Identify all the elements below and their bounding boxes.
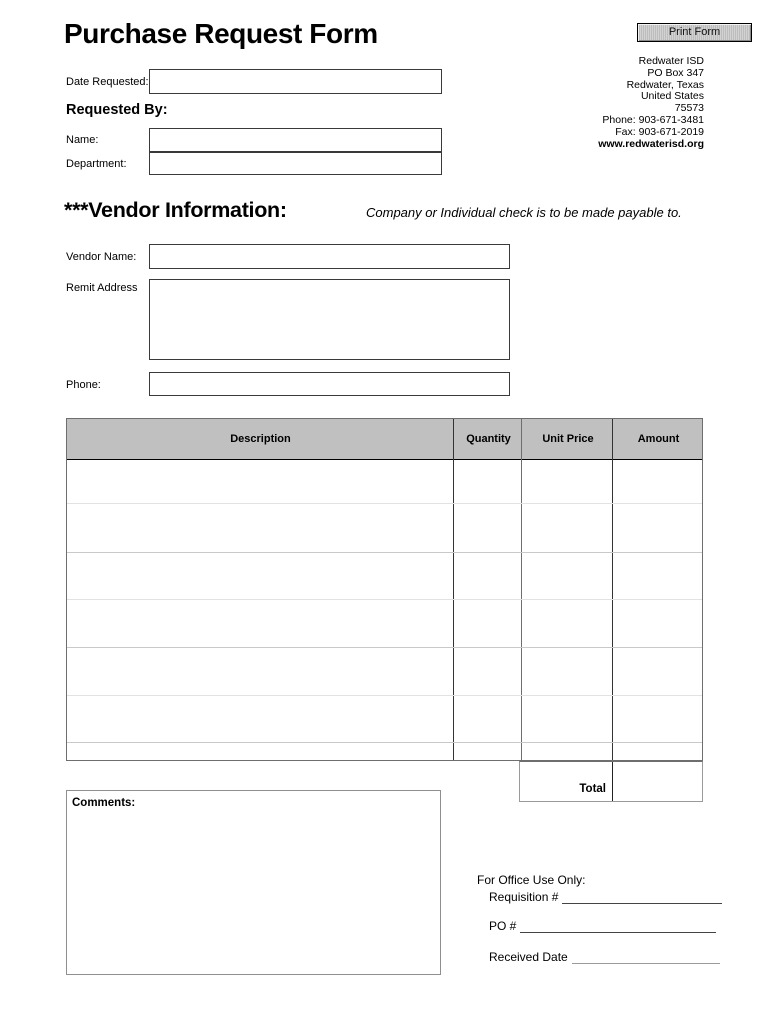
org-country: United States: [640, 90, 704, 103]
table-row: [68, 461, 452, 503]
cell-description[interactable]: [68, 600, 452, 646]
vendor-phone-label: Phone:: [66, 379, 101, 391]
cell-unit-price[interactable]: [523, 461, 611, 503]
cell-amount[interactable]: [614, 461, 702, 503]
org-po-box: PO Box 347: [647, 66, 704, 79]
vendor-information-heading: ***Vendor Information:: [64, 198, 287, 222]
cell-unit-price[interactable]: [523, 553, 611, 598]
date-requested-label: Date Requested:: [66, 76, 149, 88]
cell-description[interactable]: [68, 743, 452, 784]
column-header-description: Description: [230, 433, 291, 445]
org-phone: Phone: 903-671-3481: [602, 113, 704, 126]
po-number-line: [489, 919, 716, 933]
comments-value[interactable]: [72, 815, 435, 970]
column-divider-quantity: [521, 419, 522, 760]
cell-description[interactable]: [68, 648, 452, 694]
po-number-input[interactable]: [520, 921, 716, 933]
office-use-title: For Office Use Only:: [477, 873, 586, 887]
cell-quantity[interactable]: [455, 600, 520, 646]
print-form-button[interactable]: Print Form: [637, 23, 752, 42]
name-input[interactable]: [149, 128, 442, 152]
cell-unit-price[interactable]: [523, 648, 611, 694]
received-date-input[interactable]: [572, 952, 720, 964]
department-input[interactable]: [149, 152, 442, 175]
total-value-input[interactable]: [613, 762, 702, 801]
column-header-quantity: Quantity: [466, 433, 511, 445]
comments-label: Comments:: [72, 797, 136, 809]
cell-description[interactable]: [68, 696, 452, 741]
cell-unit-price[interactable]: [523, 600, 611, 646]
vendor-name-input[interactable]: [149, 244, 510, 269]
vendor-information-note: Company or Individual check is to be made payable to.: [366, 205, 682, 220]
cell-amount[interactable]: [614, 553, 702, 598]
cell-quantity[interactable]: [455, 504, 520, 551]
cell-amount[interactable]: [614, 696, 702, 741]
requisition-number-input[interactable]: [562, 892, 722, 904]
column-header-unit-price: Unit Price: [542, 433, 594, 445]
column-divider-description: [453, 419, 454, 760]
requested-by-heading: Requested By:: [66, 102, 168, 118]
cell-description[interactable]: [68, 504, 452, 551]
vendor-name-label: Vendor Name:: [66, 251, 137, 263]
department-label: Department:: [66, 158, 127, 170]
remit-address-input[interactable]: [149, 279, 510, 360]
cell-description[interactable]: [68, 461, 452, 503]
cell-unit-price[interactable]: [523, 696, 611, 741]
total-label: Total: [579, 783, 606, 795]
cell-description[interactable]: [68, 553, 452, 598]
total-row: [519, 761, 703, 802]
name-label: Name:: [66, 134, 99, 146]
po-number-label: PO #: [489, 919, 517, 933]
date-requested-input[interactable]: [149, 69, 442, 94]
column-header-amount: Amount: [637, 433, 680, 445]
cell-quantity[interactable]: [455, 696, 520, 741]
requisition-number-line: [489, 890, 722, 904]
line-items-table: [66, 418, 703, 761]
column-divider-unit-price: [612, 419, 613, 760]
table-header-row: [67, 419, 702, 460]
requisition-number-label: Requisition #: [489, 890, 559, 904]
organization-address-block: [464, 56, 704, 150]
page-title: Purchase Request Form: [64, 18, 378, 49]
org-city-state: Redwater, Texas: [626, 78, 704, 91]
remit-address-label: Remit Address: [66, 282, 138, 294]
cell-amount[interactable]: [614, 600, 702, 646]
vendor-phone-input[interactable]: [149, 372, 510, 396]
cell-amount[interactable]: [614, 648, 702, 694]
cell-amount[interactable]: [614, 504, 702, 551]
cell-unit-price[interactable]: [523, 504, 611, 551]
comments-input[interactable]: [66, 790, 441, 975]
received-date-label: Received Date: [489, 950, 568, 964]
org-website: www.redwaterisd.org: [598, 137, 704, 150]
cell-quantity[interactable]: [455, 743, 520, 784]
cell-quantity[interactable]: [455, 553, 520, 598]
received-date-line: [489, 950, 720, 964]
org-fax: Fax: 903-671-2019: [615, 125, 704, 138]
org-name: Redwater ISD: [638, 55, 704, 67]
cell-quantity[interactable]: [455, 648, 520, 694]
org-zip: 75573: [674, 102, 704, 115]
cell-quantity[interactable]: [455, 461, 520, 503]
